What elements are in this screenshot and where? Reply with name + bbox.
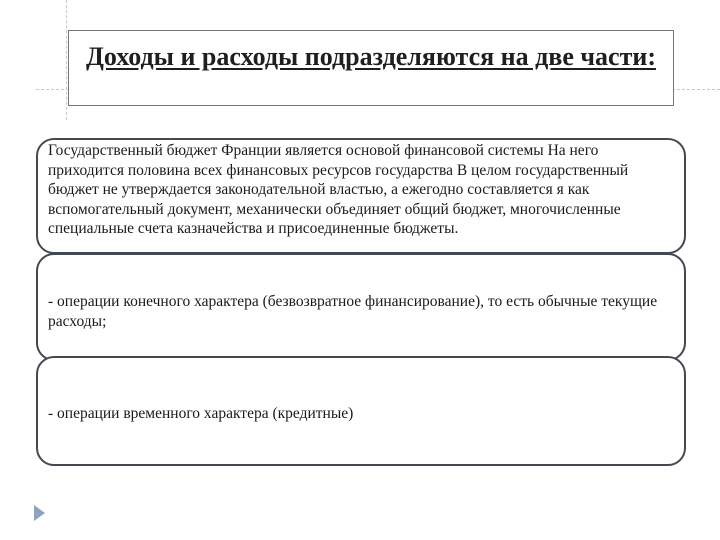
content-block-final-operations: [36, 253, 686, 361]
content-block-text: Государственный бюджет Франции является основой финансовой системы На него приходится половина всех финансовых ресурсов государства В целом государственный бюджет не утверждается законодательной властью, а ежегодно составляется я как вспомогательный документ, механически объединяет общий бюджет, многочисленные специальные счета казначейства и присоединенные бюджеты.: [48, 142, 629, 237]
content-block-text: - операции конечного характера (безвозвратное финансирование), то есть обычные текущие расходы;: [48, 293, 658, 330]
slide-title: Доходы и расходы подразделяются на две части:: [85, 42, 657, 71]
triangle-bullet-icon: [34, 505, 45, 521]
content-block-budget: [36, 138, 686, 254]
title-box: [68, 30, 674, 106]
content-block-temporary-operations: [36, 356, 686, 466]
guide-line-vertical: [66, 0, 67, 120]
content-block-text: - операции временного характера (кредитные): [48, 405, 354, 422]
